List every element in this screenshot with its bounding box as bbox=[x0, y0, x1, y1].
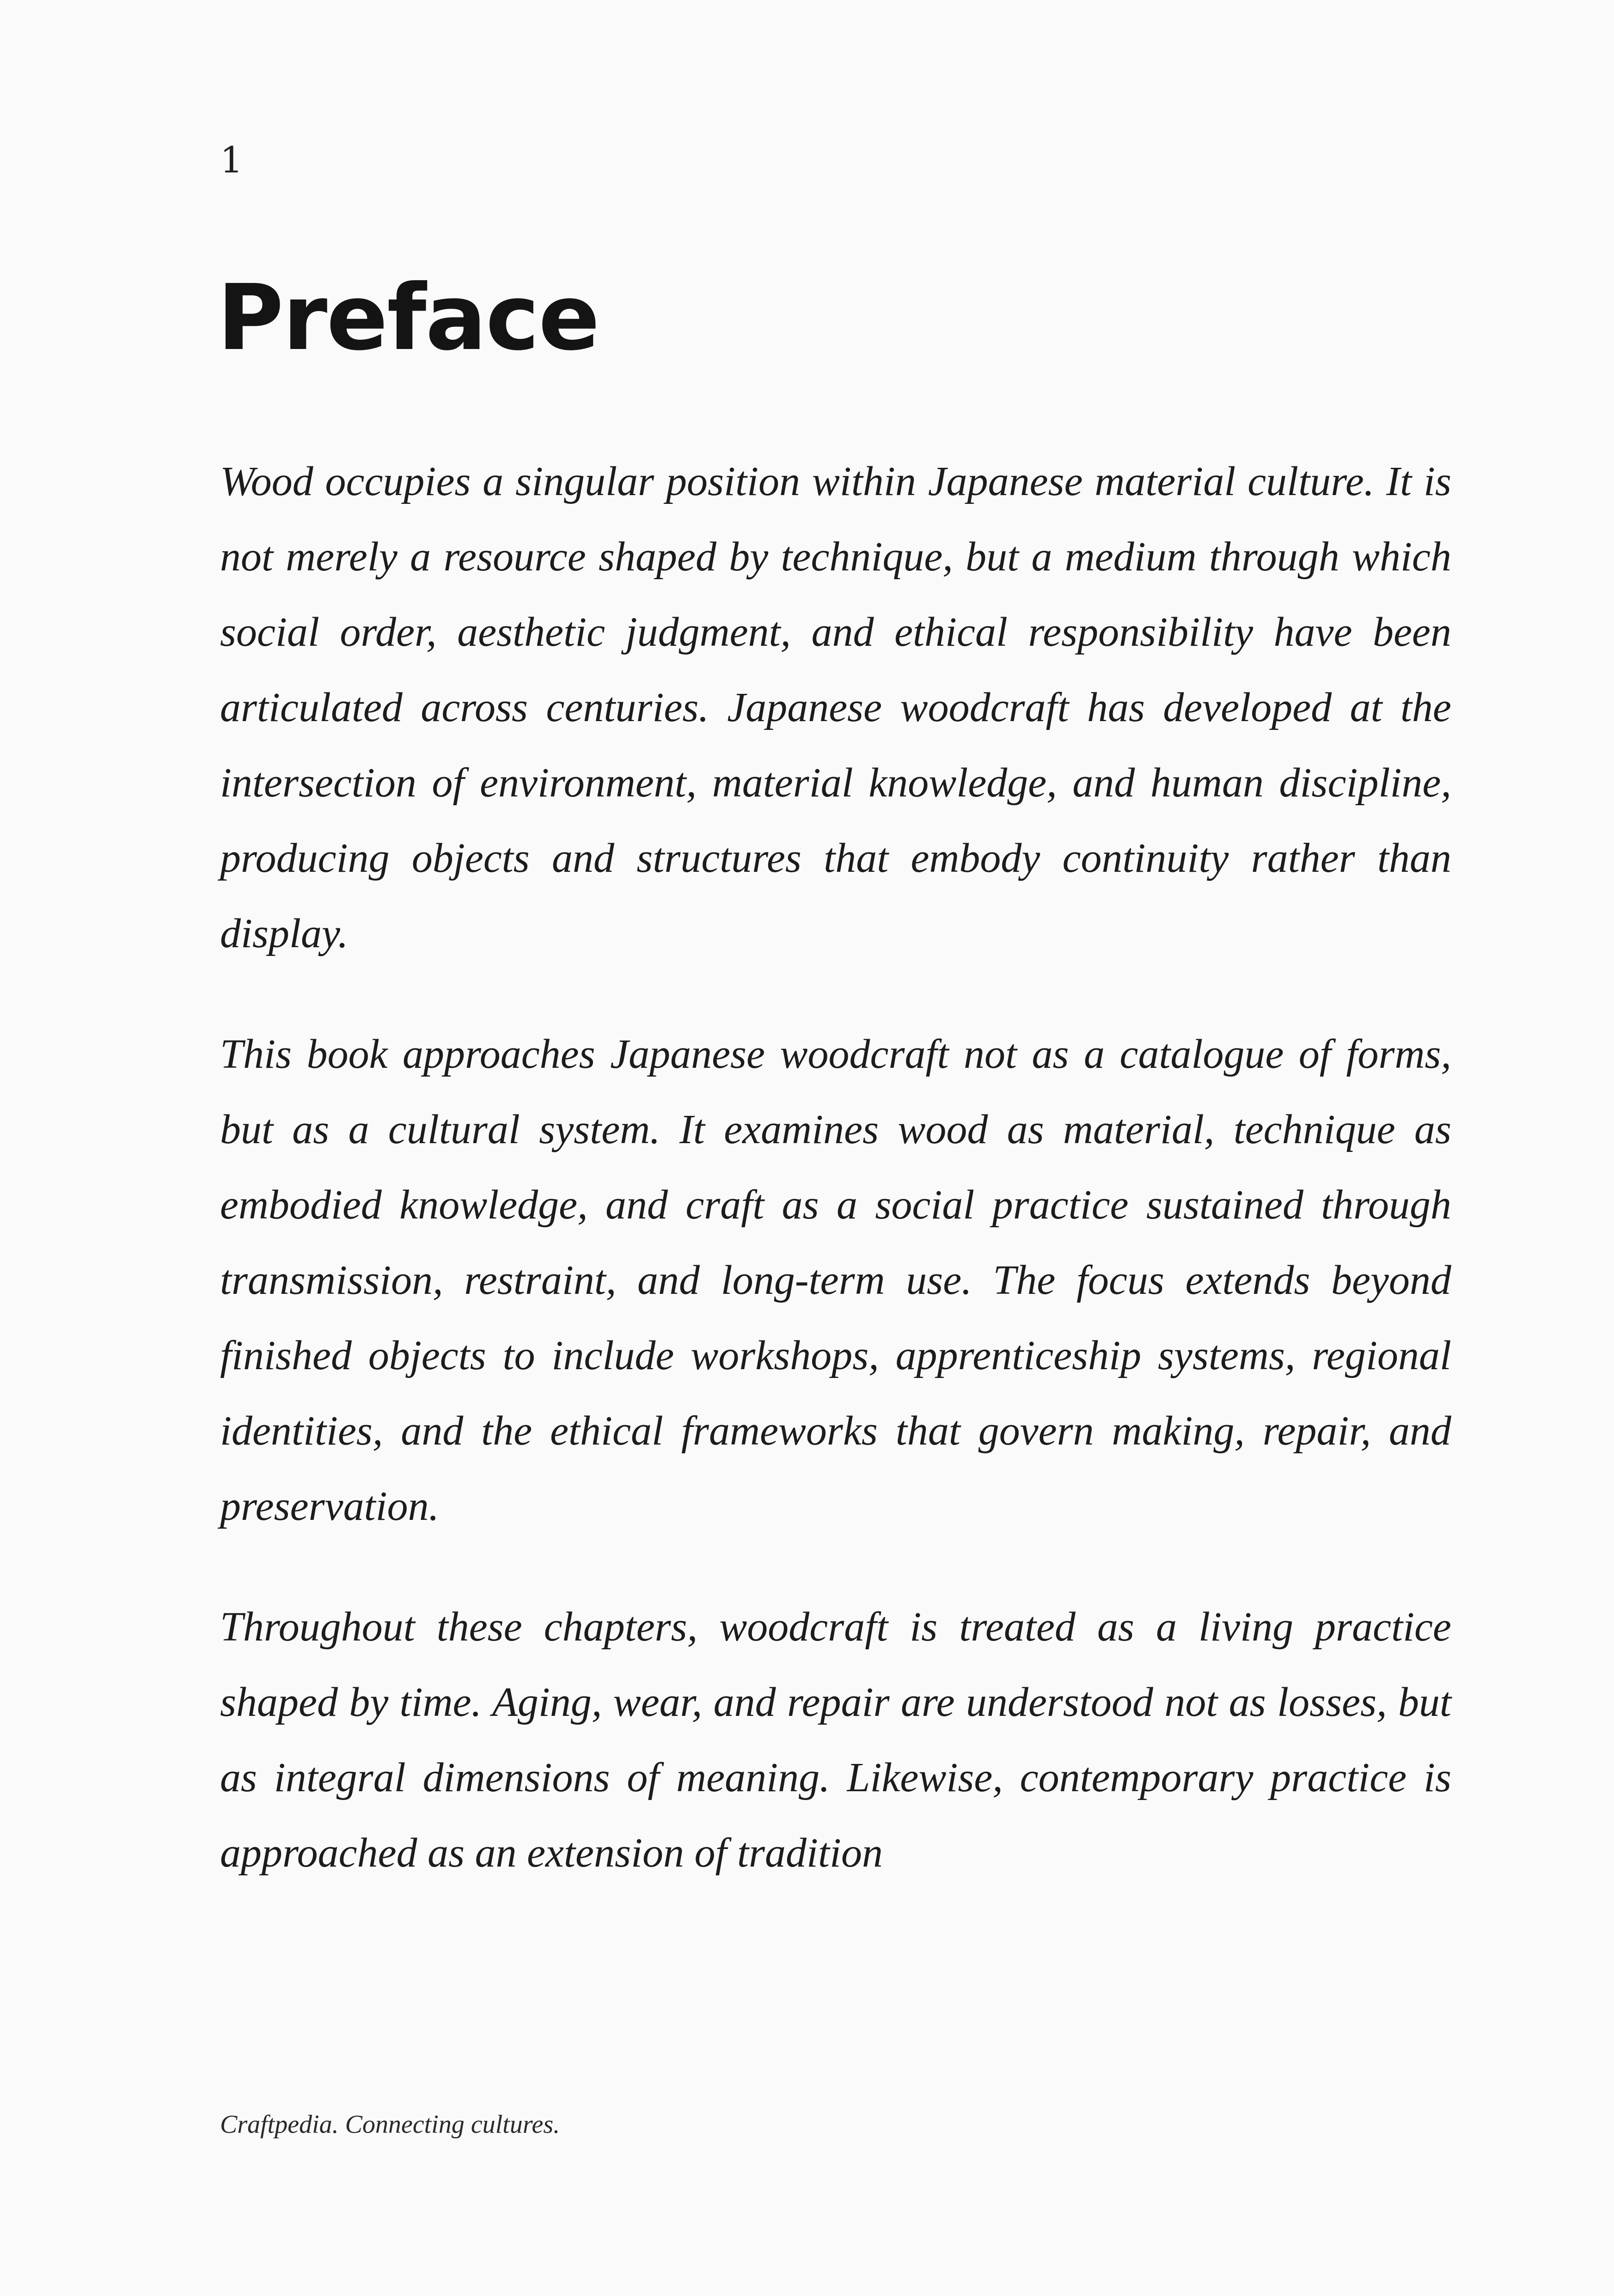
page-number: 1 bbox=[220, 140, 243, 181]
page-footer: Craftpedia. Connecting cultures. bbox=[220, 2110, 560, 2139]
paragraph-1: Wood occupies a singular position within Japanese material culture. It is not merely a resource shaped by technique, but a medium through which social order, aesthetic judgment, and ethical responsibility have been articulated across centuries. Japanese woodcraft has developed at the intersection of environment, material knowledge, and human discipline, producing objects and structures that embody continuity rather than display. bbox=[220, 459, 1451, 956]
paragraph-3: Throughout these chapters, woodcraft is treated as a living practice shaped by time. Aging, wear, and repair are understood not as losses, but as integral dimensions of meaning. Likewise, contemporary practice is approached as an extension of tradition bbox=[220, 1604, 1451, 1876]
paragraph-2: This book approaches Japanese woodcraft not as a catalogue of forms, but as a cultural system. It examines wood as material, technique as embodied knowledge, and craft as a social practice sustained through transmission, restraint, and long-term use. The focus extends beyond finished objects to include workshops, apprenticeship systems, regional identities, and the ethical frameworks that govern making, repair, and preservation. bbox=[220, 1031, 1451, 1529]
chapter-title: Preface bbox=[217, 265, 599, 371]
body-text bbox=[220, 444, 1451, 1936]
